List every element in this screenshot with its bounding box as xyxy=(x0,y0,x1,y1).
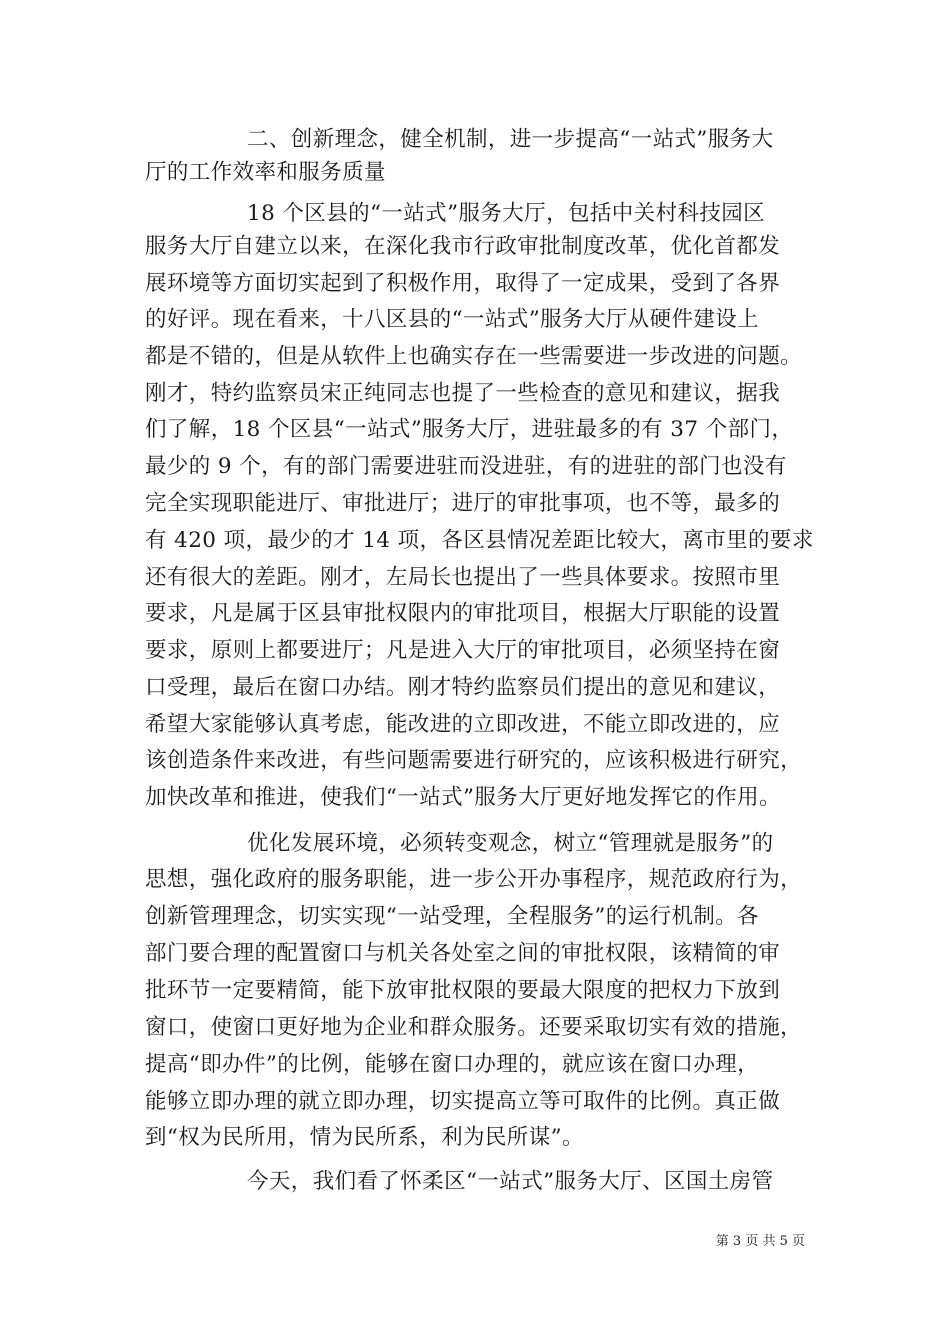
paragraph-1-line-6: 刚才，特约监察员宋正纯同志也提了一些检查的意见和建议，据我 xyxy=(145,381,781,406)
paragraph-2-line-6: 窗口，使窗口更好地为企业和群众服务。还要采取切实有效的措施， xyxy=(145,1015,803,1040)
paragraph-2-line-9: 到“权为民所用，情为民所系，利为民所谋”。 xyxy=(145,1125,584,1150)
paragraph-2-line-5: 批环节一定要精简，能下放审批权限的要最大限度的把权力下放到 xyxy=(145,978,781,1003)
paragraph-2-line-8: 能够立即办理的就立即办理，切实提高立等可取件的比例。真正做 xyxy=(145,1089,781,1114)
paragraph-1-line-11: 还有很大的差距。刚才，左局长也提出了一些具体要求。按照市里 xyxy=(145,565,781,590)
paragraph-2-line-3: 创新管理理念，切实实现“一站受理，全程服务”的运行机制。各 xyxy=(145,904,760,929)
paragraph-2-line-1: 优化发展环境，必须转变观念，树立“管理就是服务”的 xyxy=(247,831,774,856)
paragraph-1-line-8: 最少的 9 个，有的部门需要进驻而没进驻，有的进驻的部门也没有 xyxy=(145,454,787,479)
paragraph-1-line-9: 完全实现职能进厅、审批进厅；进厅的审批事项，也不等，最多的 xyxy=(145,491,781,516)
paragraph-1-line-3: 展环境等方面切实起到了积极作用，取得了一定成果，受到了各界 xyxy=(145,271,781,296)
paragraph-1-line-10: 有 420 项，最少的才 14 项，各区县情况差距比较大，离市里的要求 xyxy=(145,528,814,553)
paragraph-1-line-14: 口受理，最后在窗口办结。刚才特约监察员们提出的意见和建议， xyxy=(145,675,781,700)
paragraph-1-line-5: 都是不错的，但是从软件上也确实存在一些需要进一步改进的问题。 xyxy=(145,344,803,369)
paragraph-2-line-4: 部门要合理的配置窗口与机关各处室之间的审批权限，该精简的审 xyxy=(145,941,781,966)
paragraph-1-line-12: 要求，凡是属于区县审批权限内的审批项目，根据大厅职能的设置 xyxy=(145,601,781,626)
paragraph-1-line-13: 要求，原则上都要进厅；凡是进入大厅的审批项目，必须坚持在窗 xyxy=(145,638,781,663)
section-heading-line-1: 二、创新理念，健全机制，进一步提高“一站式”服务大 xyxy=(247,127,774,152)
paragraph-1-line-17: 加快改革和推进，使我们“一站式”服务大厅更好地发挥它的作用。 xyxy=(145,785,781,810)
paragraph-1-line-4: 的好评。现在看来，十八区县的“一站式”服务大厅从硬件建设上 xyxy=(145,307,760,332)
section-heading-line-2: 厅的工作效率和服务质量 xyxy=(145,160,386,185)
paragraph-1-line-15: 希望大家能够认真考虑，能改进的立即改进，不能立即改进的，应 xyxy=(145,712,781,737)
paragraph-2-line-7: 提高“即办件”的比例，能够在窗口办理的，就应该在窗口办理， xyxy=(145,1052,760,1077)
paragraph-1-line-2: 服务大厅自建立以来，在深化我市行政审批制度改革，优化首都发 xyxy=(145,234,781,259)
paragraph-2-line-2: 思想，强化政府的服务职能，进一步公开办事程序，规范政府行为， xyxy=(145,867,803,892)
paragraph-1-line-1: 18 个区县的“一站式”服务大厅，包括中关村科技园区 xyxy=(247,201,766,226)
paragraph-3-line-1: 今天，我们看了怀柔区“一站式”服务大厅、区国土房管 xyxy=(247,1169,774,1194)
page-number-footer: 第 3 页 共 5 页 xyxy=(715,1234,805,1249)
paragraph-1-line-16: 该创造条件来改进，有些问题需要进行研究的，应该积极进行研究， xyxy=(145,748,803,773)
paragraph-1-line-7: 们了解，18 个区县“一站式”服务大厅，进驻最多的有 37 个部门， xyxy=(145,417,794,442)
